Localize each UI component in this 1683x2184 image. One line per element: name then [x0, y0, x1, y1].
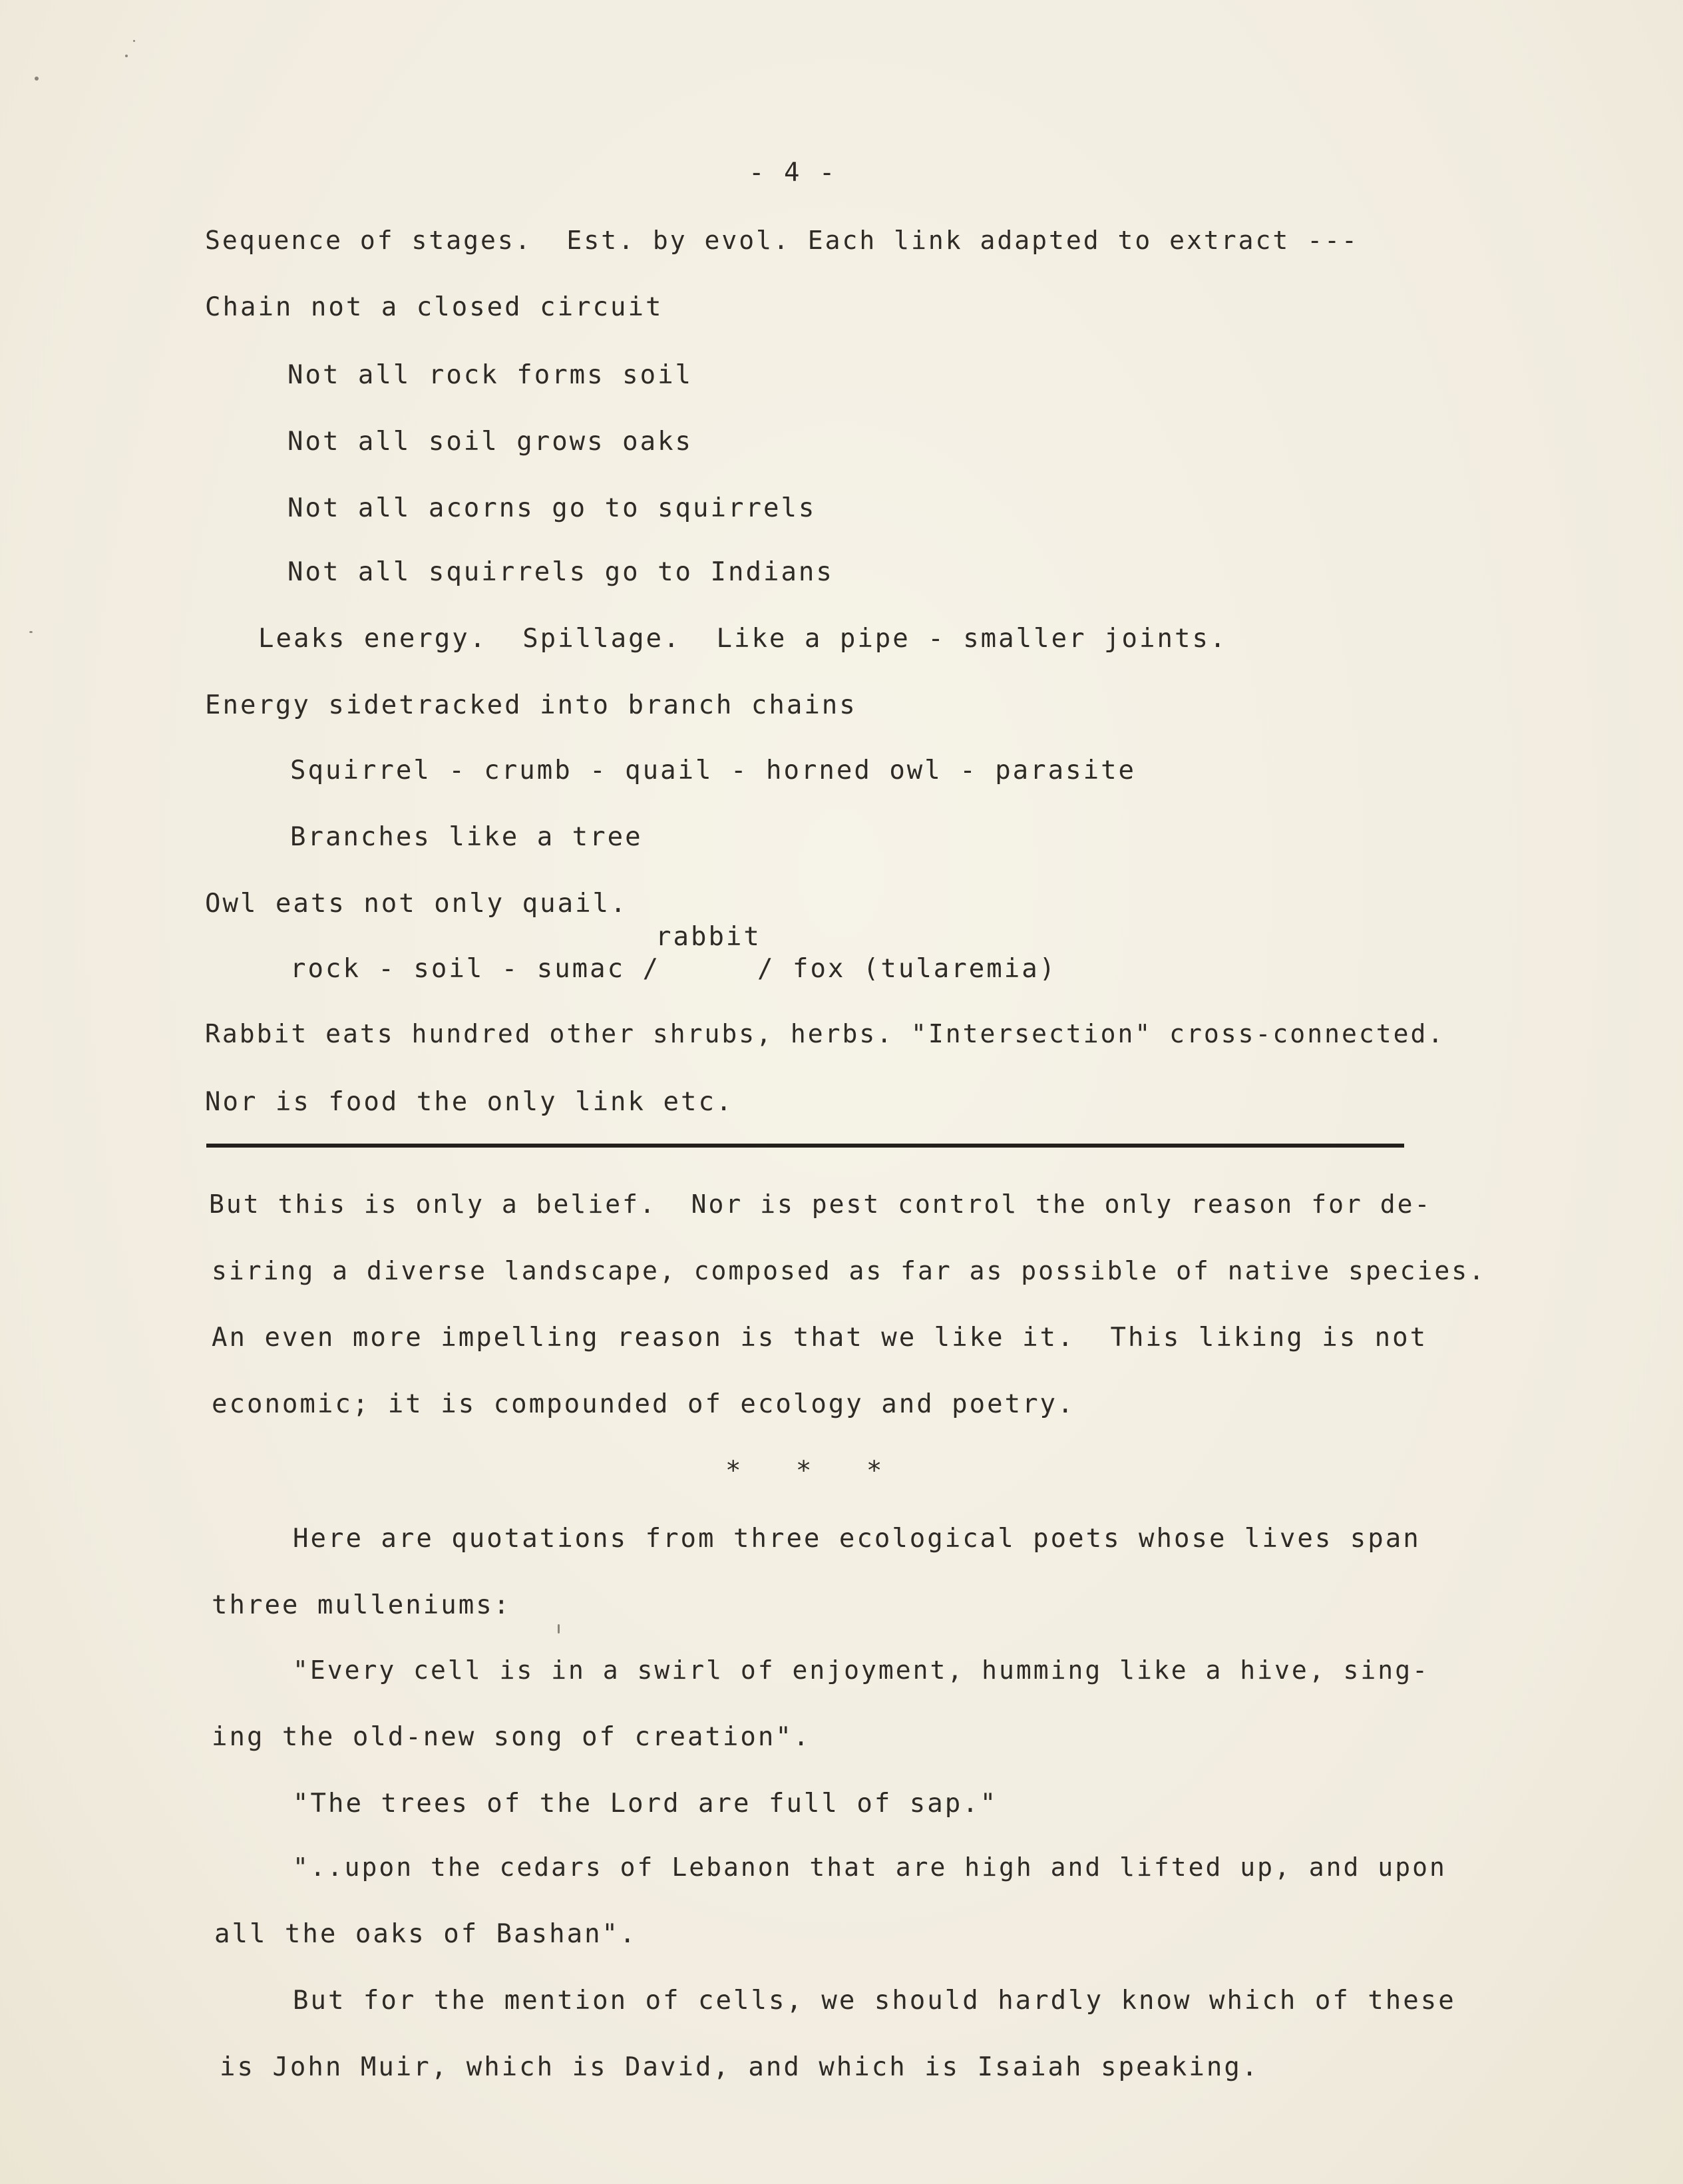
note-line-leaks: Leaks energy. Spillage. Like a pipe - smaller joints. [258, 624, 1228, 654]
quotation-line: "Every cell is in a swirl of enjoyment, humming like a hive, sing- [293, 1655, 1429, 1685]
note-line-sequence: Sequence of stages. Est. by evol. Each link adapted to extract --- [205, 226, 1359, 255]
paper-speck [29, 631, 33, 633]
section-divider [206, 1144, 1404, 1148]
body-line: Here are quotations from three ecological poets whose lives span [293, 1524, 1421, 1554]
note-line-nor-food: Nor is food the only link etc. [205, 1087, 734, 1117]
body-line: An even more impelling reason is that we like it. This liking is not [212, 1323, 1428, 1353]
body-line: siring a diverse landscape, composed as far as possible of native species. [212, 1256, 1486, 1285]
note-line-acorns: Not all acorns go to squirrels [287, 493, 817, 523]
quotation-line: "..upon the cedars of Lebanon that are high and lifted up, and upon [293, 1853, 1447, 1882]
note-line-rabbit-label: rabbit [655, 922, 761, 952]
quotation-line: ing the old-new song of creation". [212, 1722, 811, 1752]
paper-speck [125, 55, 128, 57]
paper-speck [133, 40, 135, 42]
note-line-food-chain: Squirrel - crumb - quail - horned owl - parasite [290, 756, 1137, 785]
paper-speck [35, 77, 39, 81]
body-line: is John Muir, which is David, and which is Isaiah speaking. [220, 2052, 1260, 2082]
body-line: But for the mention of cells, we should hardly know which of these [293, 1986, 1456, 2016]
paper-speck [558, 1624, 560, 1634]
quotation-line: all the oaks of Bashan". [214, 1919, 638, 1949]
note-line-chain: Chain not a closed circuit [205, 292, 663, 322]
body-line: three mulleniums: [212, 1590, 512, 1620]
quotation-line: "The trees of the Lord are full of sap." [293, 1789, 998, 1819]
body-line: economic; it is compounded of ecology and poetry. [212, 1389, 1075, 1419]
note-line-soil: Not all soil grows oaks [287, 427, 693, 457]
note-line-energy: Energy sidetracked into branch chains [205, 690, 857, 720]
note-line-owl: Owl eats not only quail. [205, 889, 628, 919]
note-line-fox-chain: / fox (tularemia) [757, 954, 1057, 984]
note-line-rock-chain: rock - soil - sumac / [290, 954, 661, 984]
section-break-asterisks: * * * [725, 1456, 884, 1486]
note-line-rabbit-eats: Rabbit eats hundred other shrubs, herbs. "Intersection" cross-connected. [205, 1019, 1445, 1048]
body-line: But this is only a belief. Nor is pest control the only reason for de- [209, 1190, 1432, 1219]
note-line-branches: Branches like a tree [290, 822, 643, 852]
note-line-rock: Not all rock forms soil [287, 360, 693, 390]
page-number: - 4 - [749, 158, 837, 188]
note-line-squirrels: Not all squirrels go to Indians [287, 557, 834, 587]
